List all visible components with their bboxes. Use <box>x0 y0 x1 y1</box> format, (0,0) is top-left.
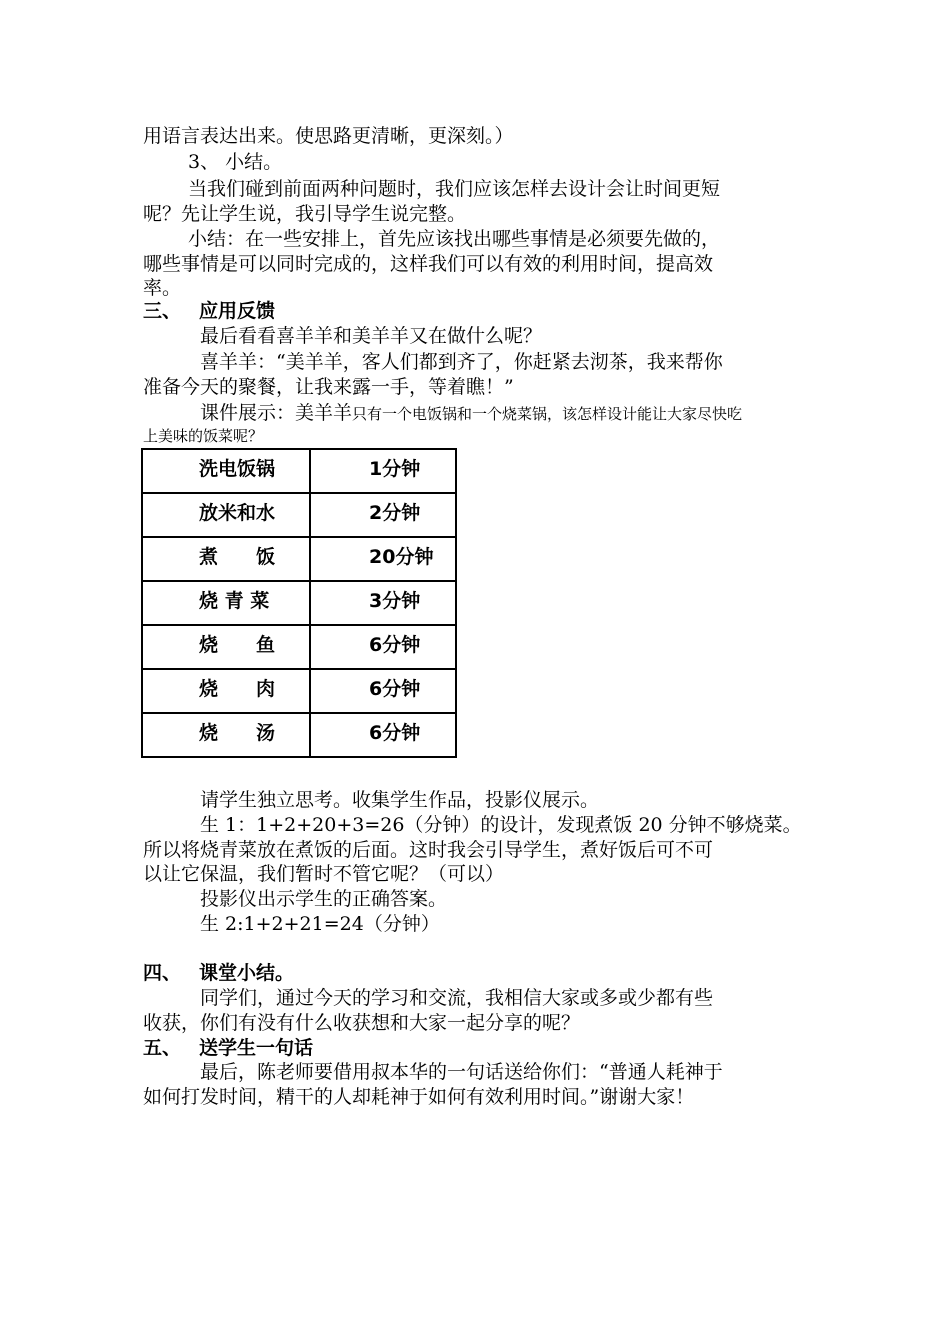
text-line: 最后，陈老师要借用叔本华的一句话送给你们：“普通人耗神于 <box>200 1061 723 1083</box>
text-line: 如何打发时间，精干的人却耗神于如何有效利用时间。”谢谢大家！ <box>143 1086 695 1108</box>
time-cell: 6分钟 <box>310 625 456 669</box>
time-cell: 6分钟 <box>310 669 456 713</box>
task-cell: 洗电饭锅 <box>142 449 310 493</box>
task-cell: 放米和水 <box>142 493 310 537</box>
section-heading-5 <box>143 1036 813 1060</box>
task-cell: 烧 青 菜 <box>142 581 310 625</box>
subheading-summary: 3、 小结。 <box>188 151 283 173</box>
time-cell: 3分钟 <box>310 581 456 625</box>
text-line: 投影仪出示学生的正确答案。 <box>200 888 448 910</box>
text-span-small: 只有一个电饭锅和一个烧菜锅，该怎样设计能让大家尽快吃 <box>352 405 743 423</box>
text-line <box>200 401 870 426</box>
text-line: 所以将烧青菜放在煮饭的后面。这时我会引导学生，煮好饭后可不可 <box>143 839 714 861</box>
text-line: 喜羊羊：“美羊羊，客人们都到齐了，你赶紧去沏茶，我来帮你 <box>200 351 723 373</box>
section-number: 四、 <box>143 962 182 984</box>
text-line: 以让它保温，我们暂时不管它呢？（可以） <box>143 863 505 885</box>
text-line: 当我们碰到前面两种问题时，我们应该怎样去设计会让时间更短 <box>188 178 721 200</box>
text-span: 课件展示：美羊羊 <box>200 402 353 424</box>
table-row <box>142 493 456 537</box>
time-cell: 1分钟 <box>310 449 456 493</box>
text-line: 小结：在一些安排上，首先应该找出哪些事情是必须要先做的， <box>188 228 721 250</box>
text-line: 呢？先让学生说，我引导学生说完整。 <box>143 203 467 225</box>
task-cell: 烧 肉 <box>142 669 310 713</box>
text-line: 哪些事情是可以同时完成的，这样我们可以有效的利用时间，提高效 <box>143 253 714 275</box>
text-line: 同学们，通过今天的学习和交流，我相信大家或多或少都有些 <box>200 987 714 1009</box>
task-cell: 烧 鱼 <box>142 625 310 669</box>
table-row <box>142 537 456 581</box>
text-line: 生 2:1+2+21=24（分钟） <box>200 913 440 935</box>
time-cell: 20分钟 <box>310 537 456 581</box>
section-title: 课堂小结。 <box>199 962 295 984</box>
section-heading-4 <box>143 961 813 985</box>
task-cell: 煮 饭 <box>142 537 310 581</box>
table-row <box>142 713 456 757</box>
task-cell: 烧 汤 <box>142 713 310 757</box>
table-row <box>142 449 456 493</box>
table-row <box>142 625 456 669</box>
text-line: 生 1：1+2+20+3=26（分钟）的设计，发现煮饭 20 分钟不够烧菜。 <box>200 814 802 836</box>
text-line: 上美味的饭菜呢？ <box>143 427 264 445</box>
section-heading-3 <box>143 299 813 323</box>
text-line: 请学生独立思考。收集学生作品，投影仪展示。 <box>200 789 600 811</box>
text-line: 最后看看喜羊羊和美羊羊又在做什么呢？ <box>200 325 543 347</box>
time-cell: 2分钟 <box>310 493 456 537</box>
section-title: 应用反馈 <box>199 300 276 322</box>
table-row <box>142 581 456 625</box>
cooking-time-table <box>141 448 457 758</box>
section-number: 五、 <box>143 1037 182 1059</box>
text-line: 收获，你们有没有什么收获想和大家一起分享的呢？ <box>143 1012 581 1034</box>
section-title: 送学生一句话 <box>199 1037 314 1059</box>
text-line: 用语言表达出来。使思路更清晰，更深刻。） <box>143 125 514 147</box>
section-number: 三、 <box>143 300 182 322</box>
table-row <box>142 669 456 713</box>
text-line: 率。 <box>143 277 182 299</box>
text-line: 准备今天的聚餐，让我来露一手，等着瞧！” <box>143 376 514 398</box>
time-cell: 6分钟 <box>310 713 456 757</box>
